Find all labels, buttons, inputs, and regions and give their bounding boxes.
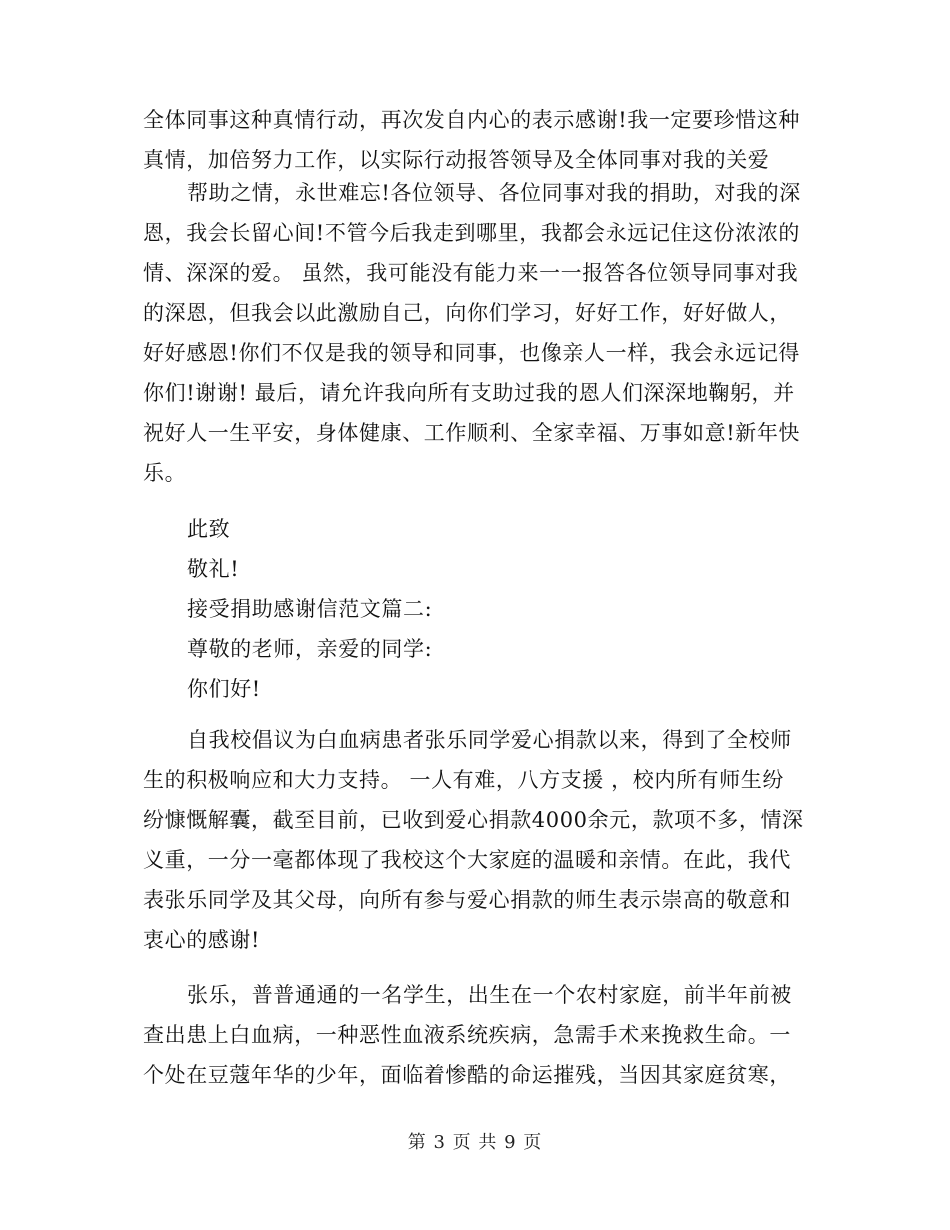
- greeting-line: 你们好!: [187, 677, 261, 701]
- text-line: 生的积极响应和大力支持。 一人有难，八方支援 ，校内所有师生纷: [143, 768, 784, 792]
- text-line: 情、深深的爱。 虽然，我可能没有能力来一一报答各位领导同事对我: [143, 261, 799, 285]
- section-heading: 接受捐助感谢信范文篇二:: [187, 597, 433, 621]
- text-line: 真情，加倍努力工作，以实际行动报答领导及全体同事对我的关爱: [143, 148, 770, 172]
- text-line: 义重，一分一毫都体现了我校这个大家庭的温暖和亲情。在此，我代: [143, 848, 791, 872]
- text-line: 好好感恩!你们不仅是我的领导和同事，也像亲人一样，我会永远记得: [143, 341, 801, 365]
- closing-salutation: 此致: [187, 517, 231, 541]
- text-line: 衷心的感谢!: [143, 928, 261, 952]
- text-line: 张乐，普普通通的一名学生，出生在一个农村家庭，前半年前被: [187, 983, 792, 1007]
- text-line: 恩，我会长留心间!不管今后我走到哪里，我都会永远记住这份浓浓的: [143, 221, 801, 245]
- closing-salutation: 敬礼!: [187, 557, 240, 581]
- page-number-footer: 第 3 页 共 9 页: [407, 1132, 543, 1153]
- text-line: 表张乐同学及其父母，向所有参与爱心捐款的师生表示崇高的敬意和: [143, 888, 791, 912]
- text-line: 祝好人一生平安，身体健康、工作顺利、全家幸福、万事如意!新年快: [143, 421, 801, 445]
- text-line: 乐。: [143, 461, 187, 485]
- text-line: 的深恩，但我会以此激励自己，向你们学习，好好工作，好好做人，: [143, 301, 791, 325]
- text-line: 个处在豆蔻年华的少年，面临着惨酷的命运摧残，当因其家庭贫寒，: [143, 1063, 791, 1087]
- text-line: 自我校倡议为白血病患者张乐同学爱心捐款以来，得到了全校师: [187, 728, 792, 752]
- text-line: 你们!谢谢! 最后，请允许我向所有支助过我的恩人们深深地鞠躬，并: [143, 381, 795, 405]
- text-line: 查出患上白血病，一种恶性血液系统疾病，急需手术来挽救生命。一: [143, 1023, 791, 1047]
- text-line: 帮助之情，永世难忘!各位领导、各位同事对我的捐助，对我的深: [187, 181, 801, 205]
- greeting-line: 尊敬的老师，亲爱的同学:: [187, 637, 433, 661]
- text-line: 纷慷慨解囊，截至目前，已收到爱心捐款4000余元，款项不多，情深: [143, 808, 804, 832]
- text-line: 全体同事这种真情行动，再次发自内心的表示感谢!我一定要珍惜这种: [143, 108, 801, 132]
